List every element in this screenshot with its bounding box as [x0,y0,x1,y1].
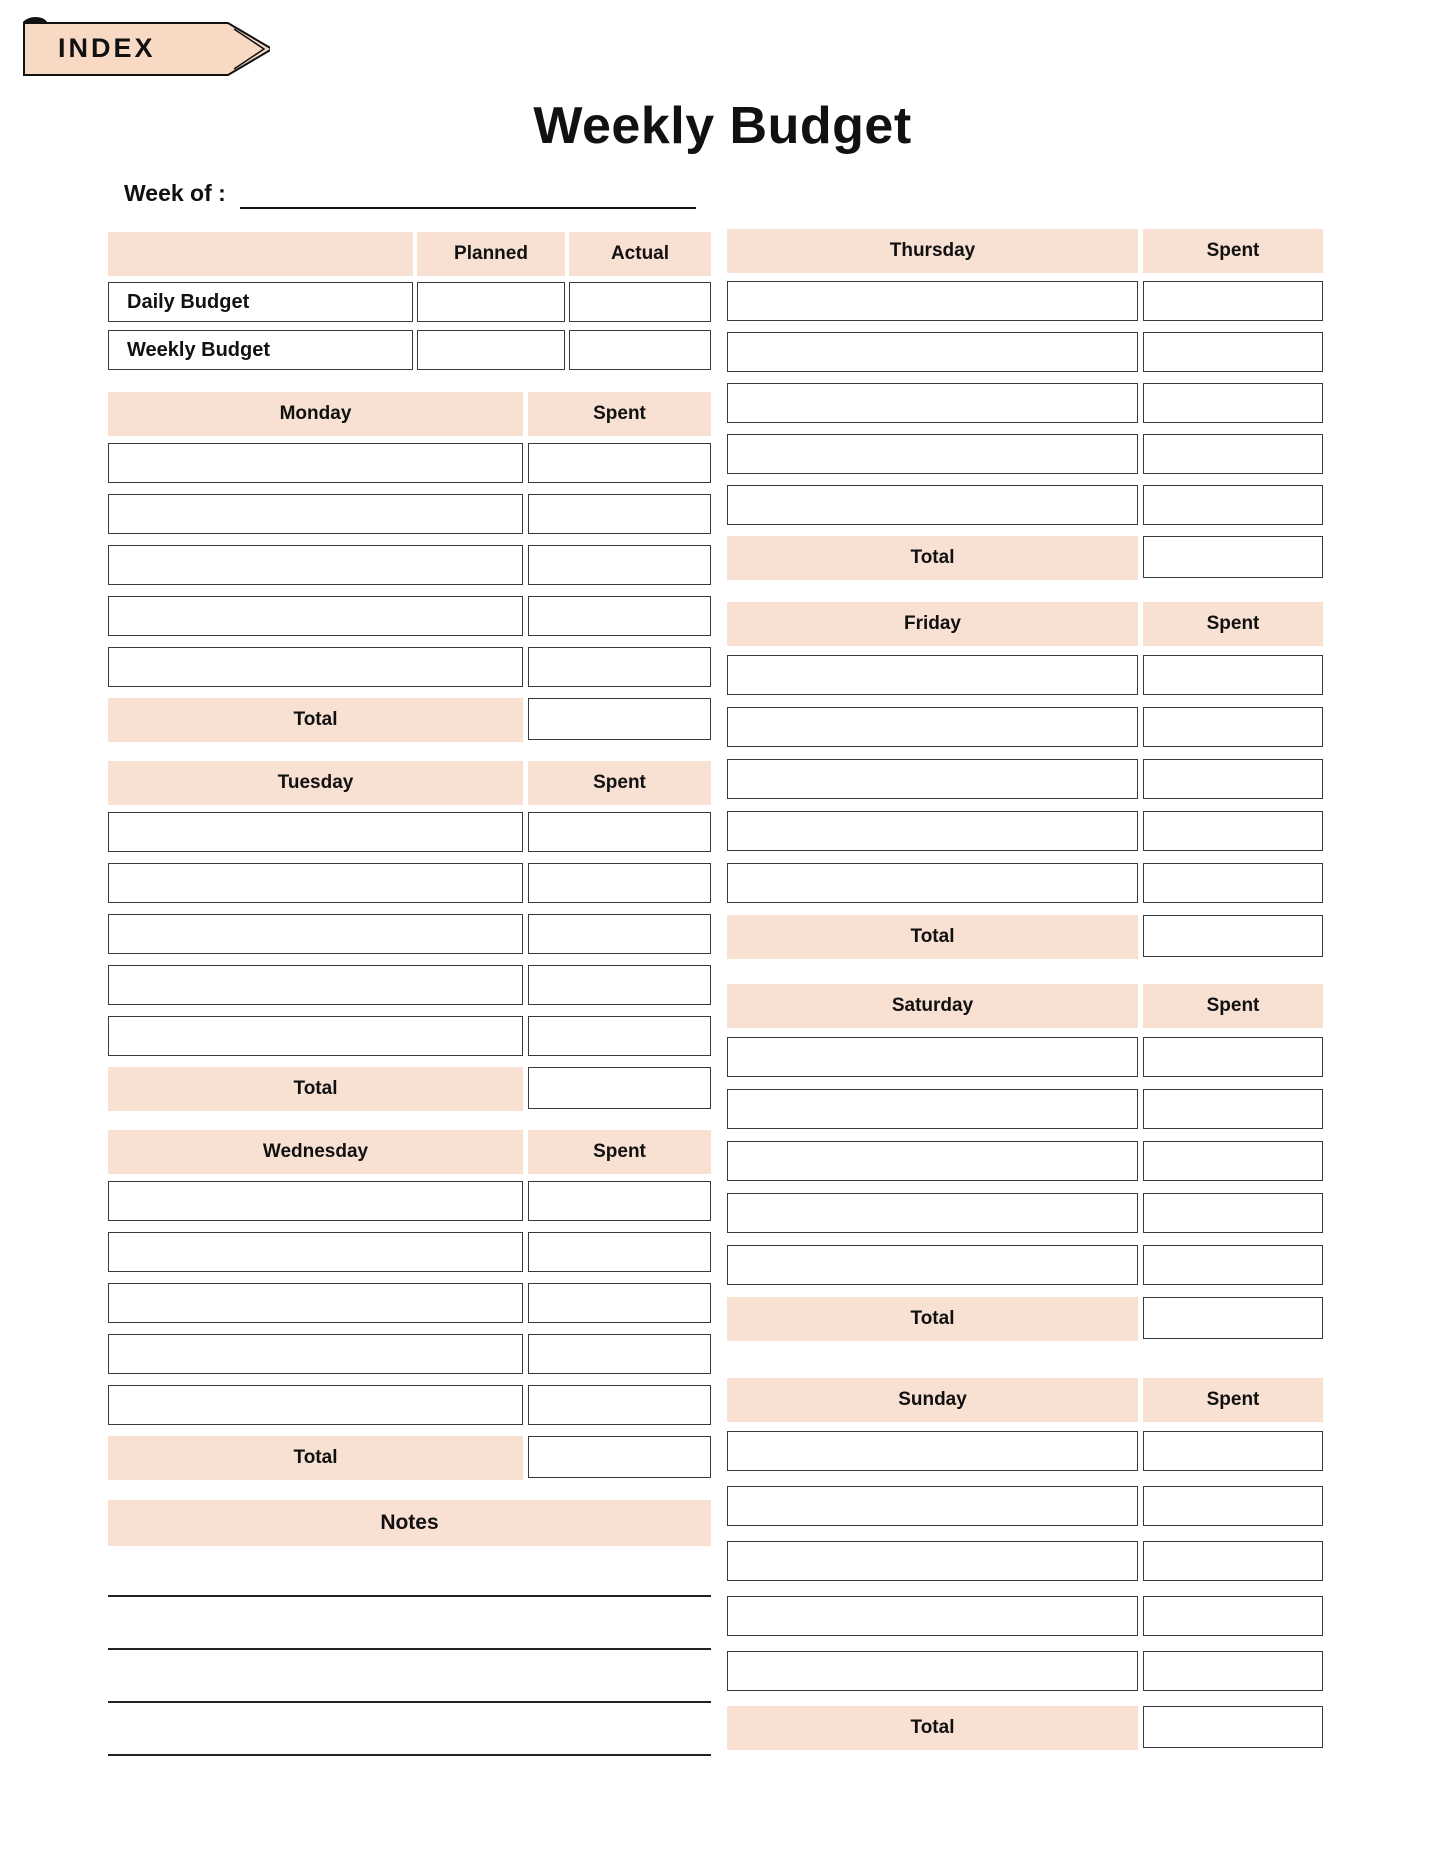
day-header-thursday: Thursday [727,229,1138,273]
day-amount-input[interactable] [528,494,711,534]
day-total-input-monday[interactable] [528,698,711,740]
budget-table-blank-header [108,232,413,276]
day-total-input-saturday[interactable] [1143,1297,1323,1339]
day-spent-header-wednesday: Spent [528,1130,711,1174]
day-total-label-monday: Total [108,698,523,742]
day-amount-input[interactable] [1143,759,1323,799]
day-total-input-sunday[interactable] [1143,1706,1323,1748]
day-total-label-thursday: Total [727,536,1138,580]
index-tab-label: INDEX [58,33,156,63]
day-entry-input[interactable] [108,1016,523,1056]
day-spent-header-sunday: Spent [1143,1378,1323,1422]
budget-row-daily-planned-input[interactable] [417,282,565,322]
day-amount-input[interactable] [1143,1141,1323,1181]
day-spent-header-saturday: Spent [1143,984,1323,1028]
day-amount-input[interactable] [528,965,711,1005]
day-entry-input[interactable] [727,281,1138,321]
day-amount-input[interactable] [528,596,711,636]
budget-row-label-daily: Daily Budget [108,282,413,322]
day-amount-input[interactable] [528,1232,711,1272]
day-total-input-thursday[interactable] [1143,536,1323,578]
day-header-saturday: Saturday [727,984,1138,1028]
day-amount-input[interactable] [528,443,711,483]
day-amount-input[interactable] [1143,485,1323,525]
budget-row-weekly-planned-input[interactable] [417,330,565,370]
day-entry-input[interactable] [727,1651,1138,1691]
week-of-label: Week of : [124,180,226,206]
day-entry-input[interactable] [727,332,1138,372]
day-amount-input[interactable] [1143,1596,1323,1636]
day-entry-input[interactable] [108,596,523,636]
day-amount-input[interactable] [528,1181,711,1221]
day-amount-input[interactable] [1143,434,1323,474]
budget-row-daily-actual-input[interactable] [569,282,711,322]
day-entry-input[interactable] [108,1181,523,1221]
day-entry-input[interactable] [108,1232,523,1272]
day-entry-input[interactable] [727,811,1138,851]
day-entry-input[interactable] [108,494,523,534]
day-entry-input[interactable] [727,383,1138,423]
day-amount-input[interactable] [528,545,711,585]
notes-line[interactable] [108,1701,711,1703]
day-entry-input[interactable] [727,1089,1138,1129]
day-entry-input[interactable] [108,1334,523,1374]
day-entry-input[interactable] [727,707,1138,747]
day-entry-input[interactable] [727,1541,1138,1581]
day-spent-header-monday: Spent [528,392,711,436]
day-entry-input[interactable] [727,1245,1138,1285]
day-entry-input[interactable] [727,1193,1138,1233]
day-amount-input[interactable] [528,1334,711,1374]
day-entry-input[interactable] [727,1486,1138,1526]
day-amount-input[interactable] [1143,655,1323,695]
day-amount-input[interactable] [528,863,711,903]
page-title: Weekly Budget [533,97,912,155]
day-total-label-wednesday: Total [108,1436,523,1480]
day-header-tuesday: Tuesday [108,761,523,805]
day-amount-input[interactable] [1143,1193,1323,1233]
day-amount-input[interactable] [528,1385,711,1425]
day-total-label-sunday: Total [727,1706,1138,1750]
day-entry-input[interactable] [108,647,523,687]
day-amount-input[interactable] [1143,332,1323,372]
day-amount-input[interactable] [1143,383,1323,423]
day-amount-input[interactable] [1143,1541,1323,1581]
day-total-label-tuesday: Total [108,1067,523,1111]
day-entry-input[interactable] [108,443,523,483]
day-amount-input[interactable] [1143,1089,1323,1129]
day-header-friday: Friday [727,602,1138,646]
day-amount-input[interactable] [1143,1037,1323,1077]
day-entry-input[interactable] [727,1141,1138,1181]
day-spent-header-thursday: Spent [1143,229,1323,273]
day-total-input-tuesday[interactable] [528,1067,711,1109]
day-header-monday: Monday [108,392,523,436]
day-entry-input[interactable] [727,759,1138,799]
day-total-input-wednesday[interactable] [528,1436,711,1478]
budget-row-weekly-actual-input[interactable] [569,330,711,370]
notes-line[interactable] [108,1595,711,1597]
day-entry-input[interactable] [108,863,523,903]
week-of-input[interactable] [240,207,696,209]
day-header-sunday: Sunday [727,1378,1138,1422]
day-amount-input[interactable] [528,1283,711,1323]
day-entry-input[interactable] [727,863,1138,903]
day-entry-input[interactable] [108,545,523,585]
day-amount-input[interactable] [1143,707,1323,747]
day-entry-input[interactable] [108,914,523,954]
day-entry-input[interactable] [108,1283,523,1323]
day-entry-input[interactable] [108,1385,523,1425]
day-spent-header-tuesday: Spent [528,761,711,805]
day-amount-input[interactable] [1143,1245,1323,1285]
day-entry-input[interactable] [108,965,523,1005]
day-amount-input[interactable] [528,1016,711,1056]
day-amount-input[interactable] [1143,281,1323,321]
day-entry-input[interactable] [727,434,1138,474]
notes-line[interactable] [108,1648,711,1650]
day-amount-input[interactable] [528,647,711,687]
day-entry-input[interactable] [727,1596,1138,1636]
day-entry-input[interactable] [727,1431,1138,1471]
budget-table-header-actual: Actual [569,232,711,276]
day-total-label-friday: Total [727,915,1138,959]
budget-table-header-planned: Planned [417,232,565,276]
day-amount-input[interactable] [1143,811,1323,851]
index-tab[interactable] [20,15,270,77]
day-spent-header-friday: Spent [1143,602,1323,646]
day-amount-input[interactable] [528,812,711,852]
notes-header: Notes [108,1500,711,1546]
day-entry-input[interactable] [108,812,523,852]
day-amount-input[interactable] [1143,1431,1323,1471]
day-amount-input[interactable] [528,914,711,954]
day-total-input-friday[interactable] [1143,915,1323,957]
day-amount-input[interactable] [1143,863,1323,903]
day-total-label-saturday: Total [727,1297,1138,1341]
day-entry-input[interactable] [727,655,1138,695]
day-header-wednesday: Wednesday [108,1130,523,1174]
day-entry-input[interactable] [727,485,1138,525]
budget-row-label-weekly: Weekly Budget [108,330,413,370]
day-amount-input[interactable] [1143,1486,1323,1526]
day-amount-input[interactable] [1143,1651,1323,1691]
notes-line[interactable] [108,1754,711,1756]
day-entry-input[interactable] [727,1037,1138,1077]
